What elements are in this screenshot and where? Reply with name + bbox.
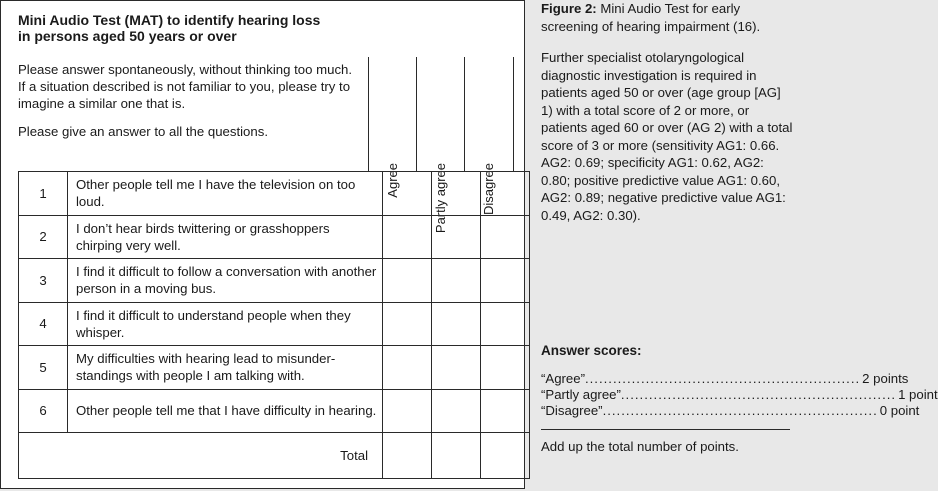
figure-text: Mini Audio Test for early screening of hearing impairment (16). [541,1,761,34]
answer-cell-disagree[interactable] [481,172,530,216]
score-line-disagree [541,403,920,419]
instruction-2: If a situation described is not familiar to you, please try to imagine a similar one that is. [18,79,351,111]
table-row [19,346,530,390]
answer-cell-disagree[interactable] [481,346,530,390]
figure-caption [541,0,796,238]
column-header-partly-agree: Partly agree [416,57,464,171]
leader-dots: ........................................................... [584,371,861,386]
question-number: 2 [19,215,68,259]
table-row [19,215,530,259]
answer-cell-disagree[interactable] [481,302,530,346]
answer-cell-partly-agree[interactable] [432,215,481,259]
score-value: 2 points [862,371,909,386]
table-row [19,302,530,346]
questions-table [18,171,530,479]
total-row [19,433,530,479]
question-number: 5 [19,346,68,390]
answer-cell-partly-agree[interactable] [432,389,481,433]
answer-cell-agree[interactable] [383,302,432,346]
form-title-line-2: in persons aged 50 years or over [18,28,237,44]
question-number: 6 [19,389,68,433]
total-cell-disagree[interactable] [481,433,530,479]
question-text: My difficulties with hearing lead to misunder-standings with people I am talking with. [68,346,383,390]
form-title [18,12,358,44]
answer-cell-agree[interactable] [383,172,432,216]
figure-label: Figure 2: [541,1,597,16]
answer-cell-agree[interactable] [383,346,432,390]
instructions [18,61,358,151]
score-label: “Agree” [541,371,585,386]
answer-cell-disagree[interactable] [481,215,530,259]
answer-cell-agree[interactable] [383,215,432,259]
answer-cell-agree[interactable] [383,389,432,433]
question-text: I find it difficult to understand people when they whisper. [68,302,383,346]
answer-scores [541,343,938,419]
form-title-line-1: Mini Audio Test (MAT) to identify hearing loss [18,12,321,28]
question-text: I find it difficult to follow a conversation with another person in a moving bus. [68,259,383,303]
column-header-agree: Agree [368,57,416,171]
answer-cell-disagree[interactable] [481,259,530,303]
table-row [19,259,530,303]
total-cell-agree[interactable] [383,433,432,479]
question-text: I don’t hear birds twittering or grasshoppers chirping very well. [68,215,383,259]
leader-dots: ........................................................... [620,387,897,402]
answer-column-headers [368,57,514,234]
scores-footer-note: Add up the total number of points. [541,439,739,454]
score-line-partly-agree [541,387,938,403]
instruction-1: Please answer spontaneously, without thinking too much. [18,62,353,77]
score-value: 0 point [879,403,920,418]
column-header-disagree: Disagree [464,57,514,171]
question-text: Other people tell me I have the television on too loud. [68,172,383,216]
answer-cell-agree[interactable] [383,259,432,303]
score-line-agree [541,371,909,387]
score-value: 1 point [898,387,938,402]
score-label: “Disagree” [541,403,603,418]
answer-cell-partly-agree[interactable] [432,302,481,346]
answer-cell-disagree[interactable] [481,389,530,433]
answer-cell-partly-agree[interactable] [432,346,481,390]
question-text: Other people tell me that I have difficulty in hearing. [68,389,383,433]
leader-dots: ........................................................... [602,403,878,418]
question-number: 4 [19,302,68,346]
question-number: 1 [19,172,68,216]
figure-caption-title [541,0,796,35]
answer-cell-partly-agree[interactable] [432,259,481,303]
table-row [19,389,530,433]
question-number: 3 [19,259,68,303]
total-label: Total [19,433,383,479]
score-label: “Partly agree” [541,387,621,402]
figure-caption-body: Further specialist otolaryngological diagnostic investigation is required in patients aged 50 or over (age group [AG] 1) with a total score of 2 or more, or patients aged 60 or over (AG 2) with a total score of 3 or more (sensitivity AG1: 0.66. AG2: 0.69; specificity AG1: 0.62, AG2: 0.80; positive predictive value AG1: 0.60, AG2: 0.89; negative predictive value AG1: 0.49, AG2: 0.30). [541,50,793,223]
instruction-3: Please give an answer to all the questions. [18,124,268,139]
divider [541,429,790,430]
answer-scores-heading: Answer scores: [541,343,642,358]
total-cell-partly-agree[interactable] [432,433,481,479]
table-row [19,172,530,216]
answer-cell-partly-agree[interactable] [432,172,481,216]
